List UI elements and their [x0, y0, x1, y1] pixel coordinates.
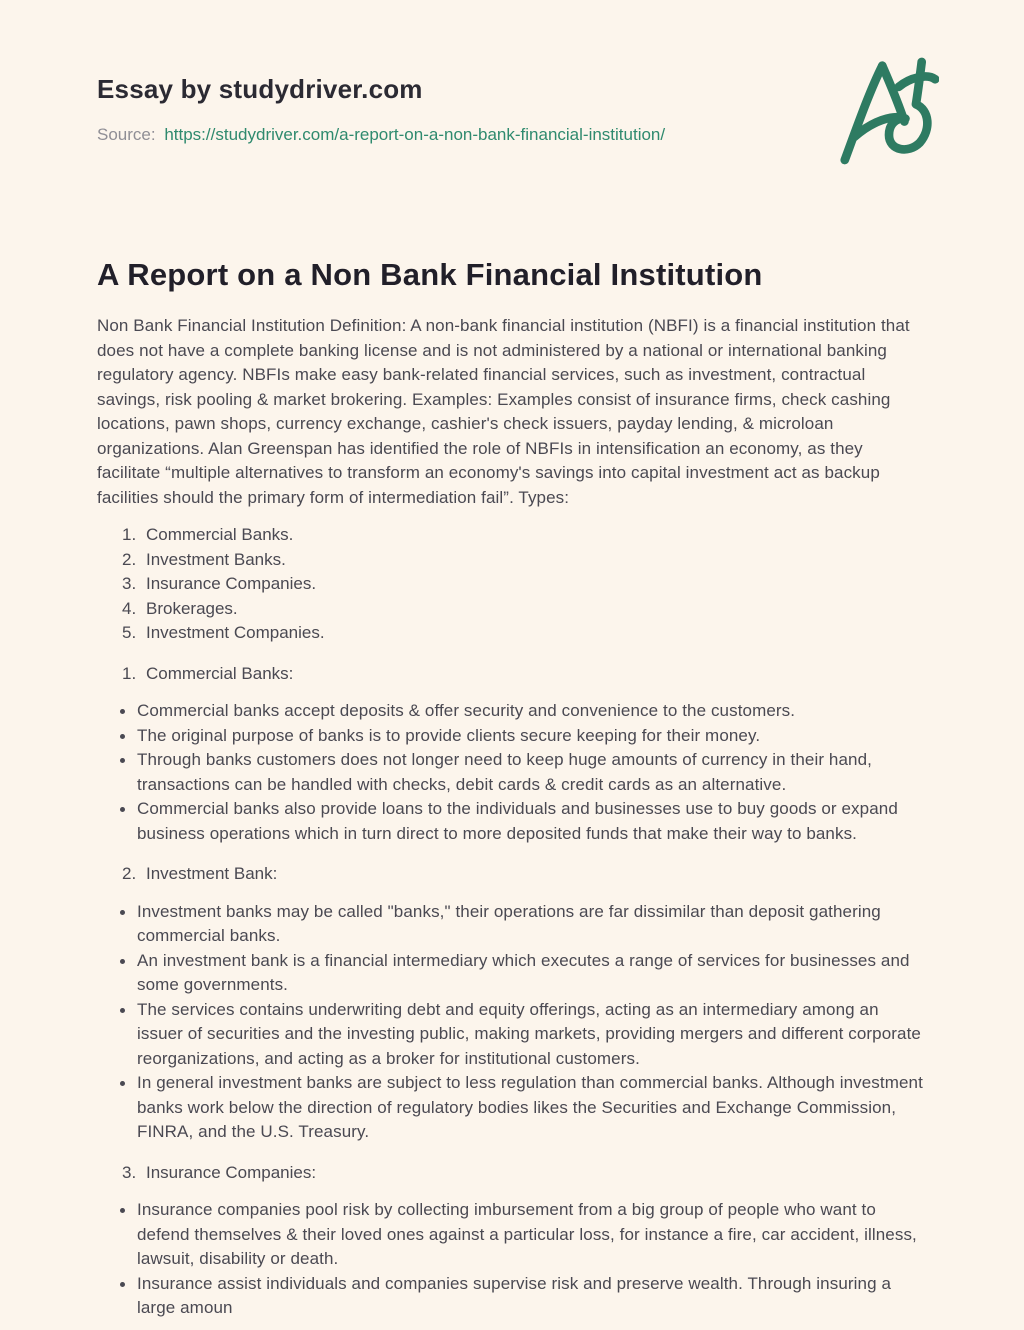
section-number: 1. — [122, 663, 137, 683]
intro-paragraph: Non Bank Financial Institution Definition: A non-bank financial institution (NBFI) is a financial institution that does not have a complete banking license and is not administered by a national or international banking regulatory agency. NBFIs make easy bank-related financial services, such as investment, contractual savings, risk pooling & market brokering. Examples: Examples consist of insurance firms, check cashing locations, pawn shops, currency exchange, cashier's check issuers, payday lending, & microloan organizations. Alan Greenspan has identified the role of NBFIs in intensification an economy, as they facilitate “multiple alternatives to transform an economy's savings into capital investment act as backup facilities should the primary form of intermediation fail”. Types: — [97, 316, 910, 507]
bullet-item: The services contains underwriting debt and equity offerings, acting as an intermediary among an issuer of securities and the investing public, making markets, providing mergers and different corporate reorganizations, and acting as a broker for institutional customers. — [97, 998, 927, 1072]
bullet-item: Insurance companies pool risk by collecting imbursement from a big group of people who want to defend themselves & their loved ones against a particular loss, for instance a fire, car accident, illness, lawsuit, disability or death. — [97, 1198, 927, 1272]
types-list — [97, 523, 927, 646]
section-heading-label: Investment Bank: — [146, 864, 278, 883]
bullet-item: Commercial banks also provide loans to the individuals and businesses use to buy goods or expand business operations which in turn direct to more deposited funds that make their way to banks. — [97, 797, 927, 846]
section-heading-label: Insurance Companies: — [146, 1162, 317, 1182]
section-heading — [97, 862, 927, 887]
type-list-item: Investment Companies. — [146, 623, 325, 642]
section-number: 3. — [122, 1162, 137, 1182]
bullet-item: Through banks customers does not longer need to keep huge amounts of currency in their hand, transactions can be handled with checks, debit cards & credit cards as an alternative. — [97, 748, 927, 797]
type-list-item: Brokerages. — [146, 598, 238, 618]
bullet-item: Commercial banks accept deposits & offer security and convenience to the customers. — [97, 699, 927, 724]
bullet-item: In general investment banks are subject to less regulation than commercial banks. Although investment banks work below the direction of regulatory bodies likes the Securities and Exchange Commission, FINRA, and the U.S. Treasury. — [97, 1071, 927, 1145]
section-heading-label: Commercial Banks: — [146, 663, 294, 683]
essay-content — [97, 257, 927, 1321]
essay-title: A Report on a Non Bank Financial Institution — [97, 257, 763, 292]
section-commercial-banks — [97, 662, 927, 847]
bullet-item: Investment banks may be called "banks," their operations are far dissimilar than deposit gathering commercial banks. — [97, 900, 927, 949]
section-number: 2. — [122, 864, 137, 883]
section-insurance-companies — [97, 1161, 927, 1321]
bullet-item: Insurance assist individuals and companies supervise risk and preserve wealth. Through insuring a large amoun — [97, 1272, 927, 1321]
bullet-item: The original purpose of banks is to provide clients secure keeping for their money. — [97, 724, 927, 749]
section-heading — [97, 662, 927, 687]
studydriver-a-plus-logo-icon — [839, 54, 939, 166]
source-line — [97, 125, 927, 145]
section-heading — [97, 1161, 927, 1186]
source-link[interactable]: https://studydriver.com/a-report-on-a-non-bank-financial-institution/ — [164, 125, 666, 144]
header-title: Essay by studydriver.com — [97, 74, 423, 104]
section-investment-bank — [97, 862, 927, 1145]
commercial-banks-bullets — [97, 699, 927, 846]
bullet-item: An investment bank is a financial intermediary which executes a range of services for businesses and some governments. — [97, 949, 927, 998]
type-list-item: Insurance Companies. — [146, 574, 317, 593]
type-list-item: Commercial Banks. — [146, 525, 294, 544]
source-label: Source: — [97, 125, 156, 144]
investment-bank-bullets — [97, 900, 927, 1145]
insurance-companies-bullets — [97, 1198, 927, 1321]
document-header — [97, 74, 927, 145]
type-list-item: Investment Banks. — [146, 549, 286, 569]
